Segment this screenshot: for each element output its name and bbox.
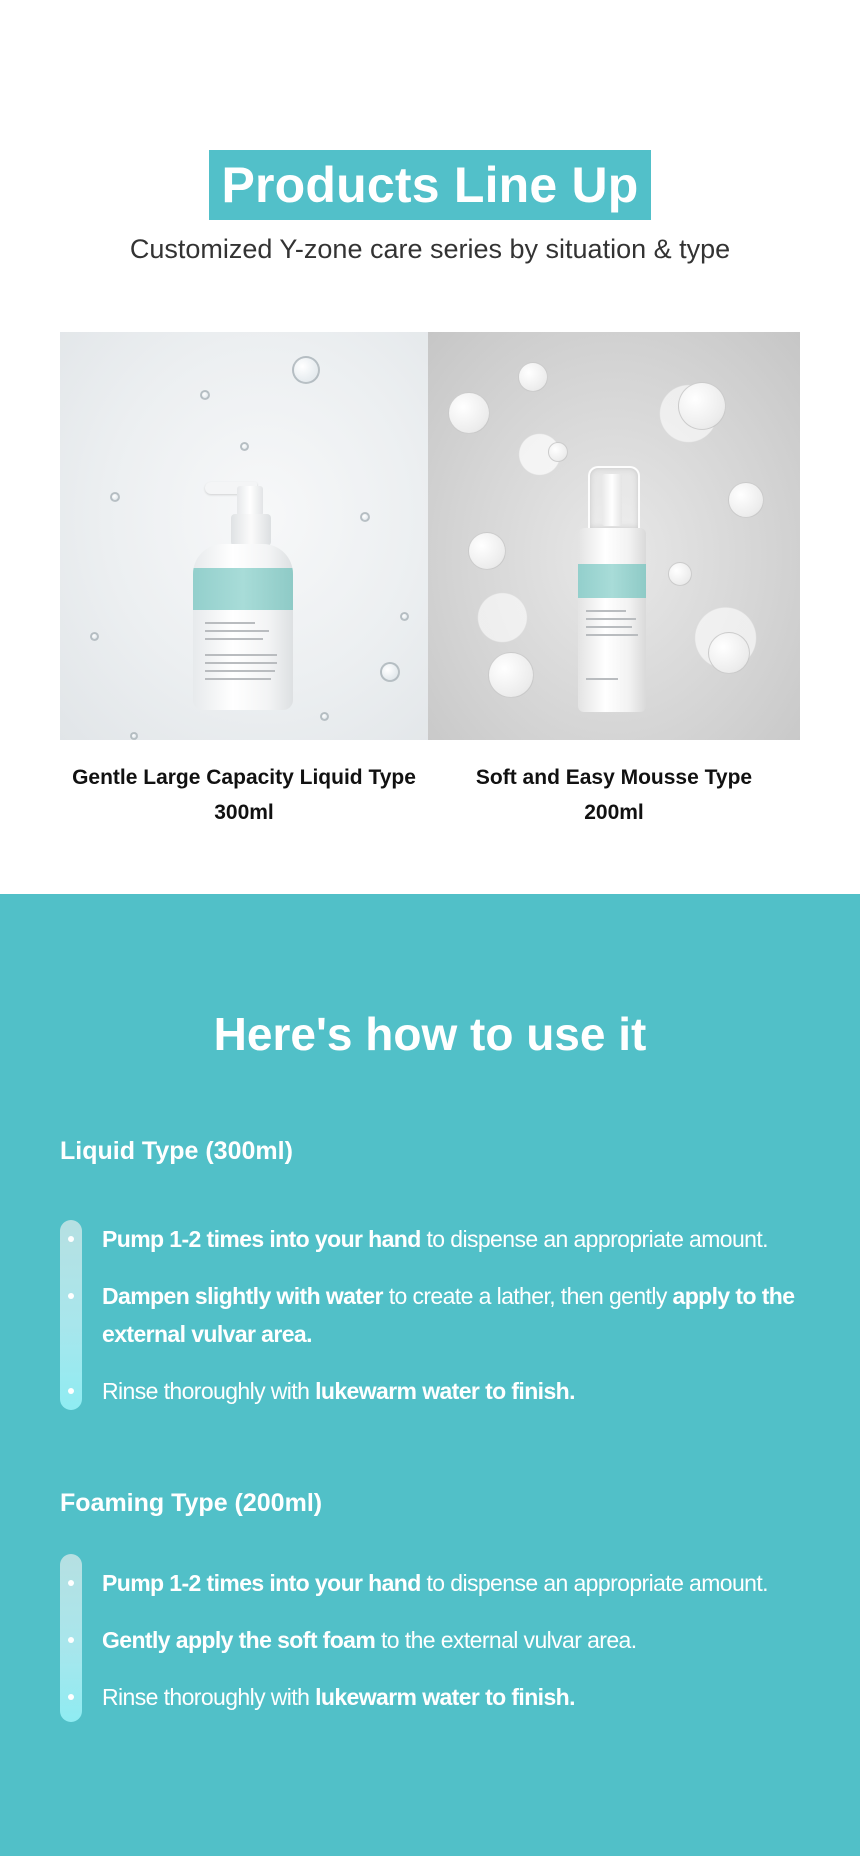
page-title: Products Line Up	[209, 150, 650, 220]
liquid-steps	[60, 1220, 820, 1410]
liquid-type-heading: Liquid Type (300ml)	[60, 1137, 293, 1165]
product-volume: 300ml	[214, 801, 274, 824]
step-plain-text: Rinse thoroughly with	[102, 1378, 316, 1404]
bullet-dot	[68, 1637, 74, 1643]
bullet-dot	[68, 1694, 74, 1700]
water-droplet	[360, 512, 370, 522]
title-wrap	[0, 150, 860, 220]
foam-bubble	[548, 442, 568, 462]
bottle-label-band	[578, 564, 646, 598]
label-text-line	[205, 654, 277, 656]
label-text-line	[586, 626, 632, 628]
product-volume: 200ml	[584, 801, 644, 824]
bullet-dot	[68, 1236, 74, 1242]
label-text-line	[586, 634, 638, 636]
liquid-product-caption	[60, 760, 428, 830]
bullet-dot	[68, 1293, 74, 1299]
foam-bubble	[668, 562, 692, 586]
water-droplet	[292, 356, 320, 384]
pump-collar	[231, 514, 271, 546]
usage-section	[0, 894, 860, 1856]
foam-bubble	[518, 362, 548, 392]
step-text	[102, 1621, 812, 1659]
foam-bubble	[468, 532, 506, 570]
foam-bubble	[728, 482, 764, 518]
page-subtitle: Customized Y-zone care series by situation & type	[129, 234, 731, 264]
step-bold-text: lukewarm water to finish.	[315, 1378, 575, 1404]
steps-bar	[60, 1220, 82, 1410]
label-text-line	[205, 622, 255, 624]
step-plain-text: to dispense an appropriate amount.	[420, 1226, 768, 1252]
label-text-line	[205, 678, 271, 680]
bullet-dot	[68, 1388, 74, 1394]
label-text-line	[586, 610, 626, 612]
water-droplet	[320, 712, 329, 721]
step-bold-text: Gently apply the soft foam	[102, 1627, 376, 1653]
mousse-product-caption	[428, 760, 800, 830]
label-text-line	[586, 618, 636, 620]
step-bold-text: lukewarm water to finish.	[315, 1684, 575, 1710]
water-droplet	[110, 492, 120, 502]
step-bold-text: Pump 1-2 times into your hand	[102, 1570, 421, 1596]
water-droplet	[90, 632, 99, 641]
foam-bubble	[678, 382, 726, 430]
label-text-line	[586, 678, 618, 680]
water-droplet	[130, 732, 138, 740]
step-text	[102, 1277, 812, 1353]
step-bold-text: Dampen slightly with water	[102, 1283, 383, 1309]
step-text	[102, 1372, 812, 1410]
step-text	[102, 1564, 812, 1602]
foaming-type-heading: Foaming Type (200ml)	[60, 1489, 323, 1517]
bottle-label-band	[193, 568, 293, 610]
water-droplet	[200, 390, 210, 400]
water-droplet	[240, 442, 249, 451]
bottle-body	[578, 528, 646, 712]
foaming-steps	[60, 1554, 820, 1722]
liquid-bottle	[205, 482, 283, 710]
step-plain-text: to the external vulvar area.	[375, 1627, 637, 1653]
step-plain-text: Rinse thoroughly with	[102, 1684, 316, 1710]
step-bold-text: Pump 1-2 times into your hand	[102, 1226, 421, 1252]
liquid-product-image	[60, 332, 428, 740]
pump-head	[237, 486, 263, 516]
mousse-product-image	[428, 332, 800, 740]
step-text	[102, 1220, 812, 1258]
product-name: Gentle Large Capacity Liquid Type	[72, 766, 416, 789]
usage-title: Here's how to use it	[213, 1008, 647, 1060]
foam-bubble	[708, 632, 750, 674]
mousse-bottle	[578, 466, 646, 712]
foam-bubble	[448, 392, 490, 434]
product-name: Soft and Easy Mousse Type	[475, 766, 753, 789]
bullet-dot	[68, 1580, 74, 1586]
label-text-line	[205, 662, 277, 664]
foam-bubble	[488, 652, 534, 698]
products-section	[0, 0, 860, 894]
water-droplet	[400, 612, 409, 621]
step-plain-text: to create a lather, then gently	[382, 1283, 673, 1309]
label-text-line	[205, 638, 263, 640]
water-droplet	[380, 662, 400, 682]
pump-head	[602, 474, 622, 526]
step-plain-text: to dispense an appropriate amount.	[420, 1570, 768, 1596]
label-text-line	[205, 630, 269, 632]
bottle-body	[193, 544, 293, 710]
step-bold-text: apply to the external vulvar area.	[102, 1283, 795, 1347]
label-text-line	[205, 670, 275, 672]
step-text	[102, 1678, 812, 1716]
